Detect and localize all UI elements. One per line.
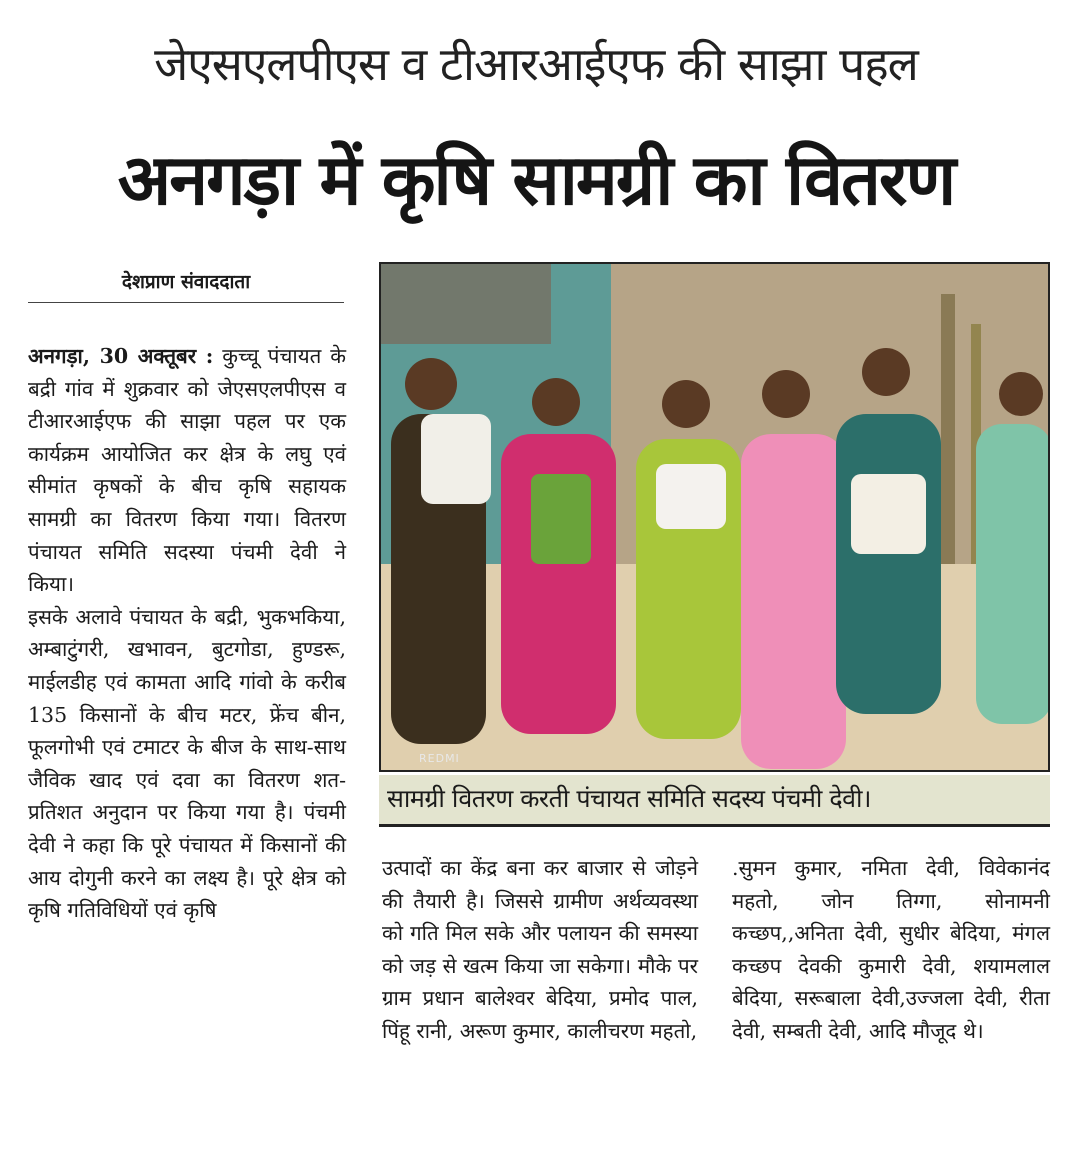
photo-caption-bar bbox=[379, 775, 1050, 827]
paragraph-4: .सुमन कुमार, नमिता देवी, विवेकानंद महतो, जोन तिग्गा, सोनामनी कच्छप,,अनिता देवी, सुधीर बेदिया, मंगल कच्छप देवकी कुमारी देवी, शयामलाल बेदिया, सरूबाला देवी,उज्जला देवी, रीता देवी, सम्बती देवी, आदि मौजूद थे। bbox=[732, 856, 1050, 1043]
dateline: अनगड़ा, 30 अक्तूबर : bbox=[28, 344, 214, 368]
person-4-head bbox=[762, 370, 810, 418]
article-column-1 bbox=[28, 340, 346, 927]
person-6 bbox=[976, 424, 1050, 724]
article-column-2 bbox=[382, 852, 698, 1048]
article-column-3 bbox=[732, 852, 1050, 1048]
person-5 bbox=[836, 414, 941, 714]
photo-bamboo bbox=[941, 294, 955, 564]
kicker-headline: जेएसएलपीएस व टीआरआईएफ की साझा पहल bbox=[154, 37, 918, 91]
photo-illustration bbox=[381, 264, 1050, 772]
photo-roof bbox=[381, 264, 551, 344]
person-2-packet bbox=[531, 474, 591, 564]
person-1-packet bbox=[421, 414, 491, 504]
person-5-packet bbox=[851, 474, 926, 554]
byline: देशप्राण संवाददाता bbox=[28, 268, 344, 303]
main-headline: अनगड़ा में कृषि सामग्री का वितरण bbox=[117, 139, 955, 221]
paragraph-3: उत्पादों का केंद्र बना कर बाजार से जोड़ने की तैयारी है। जिससे ग्रामीण अर्थव्यवस्था को गति मिल सके और पलायन की समस्या को जड़ से खत्म किया जा सकेगा। मौके पर ग्राम प्रधान बालेश्वर बेदिया, प्रमोद पाल, पिंहू रानी, अरूण कुमार, कालीचरण महतो, bbox=[382, 856, 698, 1043]
person-1-head bbox=[405, 358, 457, 410]
paragraph-1-text: कुच्चू पंचायत के बद्री गांव में शुक्रवार को जेएसएलपीएस व टीआरआईएफ की साझा पहल पर एक कार्यक्रम आयोजित कर क्षेत्र के लघु एवं सीमांत कृषकों के बीच कृषि सहायक सामग्री का वितरण किया गया। वितरण पंचायत समिति सदस्या पंचमी देवी ने किया। bbox=[28, 344, 346, 597]
camera-watermark: REDMI bbox=[419, 752, 460, 765]
paragraph-2: इसके अलावे पंचायत के बद्री, भुकभकिया, अम्बाटुंगरी, खभावन, बुटगोडा, हुण्डरू, माईलडीह एवं कामता आदि गांवो के करीब 135 किसानों के बीच मटर, फ्रेंच बीन, फूलगोभी एवं टमाटर के बीज के साथ-साथ जैविक खाद एवं दवा का वितरण शत-प्रतिशत अनुदान पर किया गया है। पंचमी देवी ने कहा कि पूरे पंचायत में किसानों की आय दोगुनी करने का लक्ष्य है। पूरे क्षेत्र को कृषि गतिविधियों एवं कृषि bbox=[28, 604, 346, 923]
paragraph-1 bbox=[28, 340, 346, 601]
news-photo bbox=[379, 262, 1050, 772]
person-2-head bbox=[532, 378, 580, 426]
person-5-head bbox=[862, 348, 910, 396]
person-3-packet bbox=[656, 464, 726, 529]
person-6-head bbox=[999, 372, 1043, 416]
photo-caption: सामग्री वितरण करती पंचायत समिति सदस्य पंचमी देवी। bbox=[387, 784, 871, 813]
person-4 bbox=[741, 434, 846, 769]
person-3-head bbox=[662, 380, 710, 428]
